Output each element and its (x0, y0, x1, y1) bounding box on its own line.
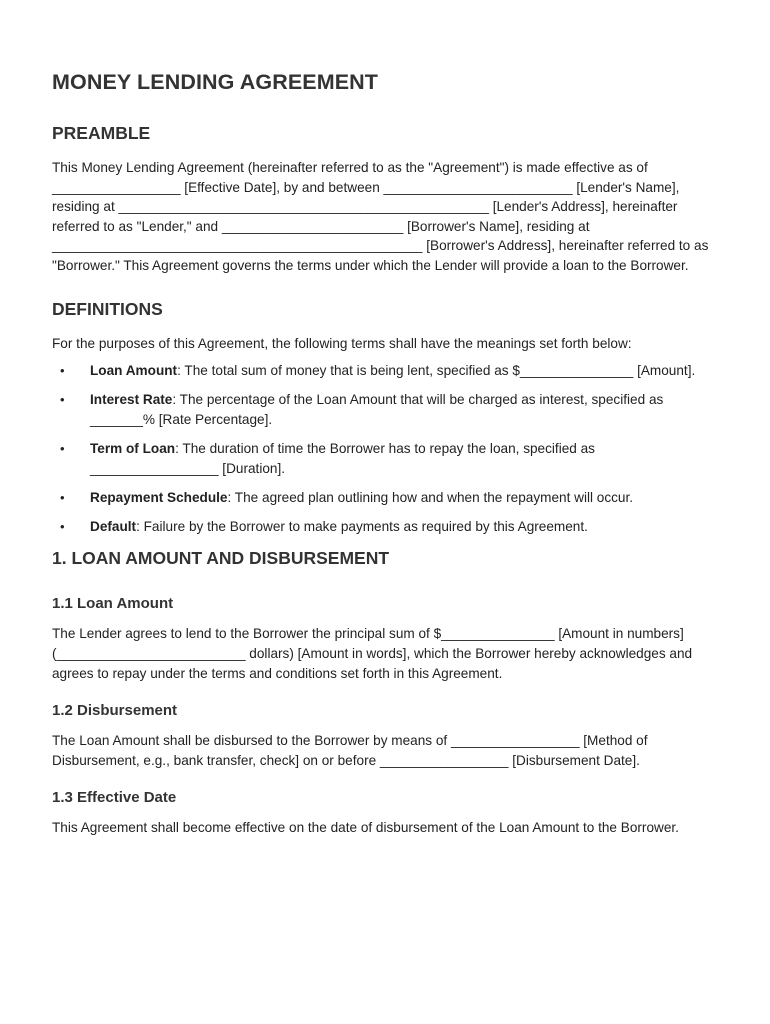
subsection-1-3-paragraph: This Agreement shall become effective on the date of disbursement of the Loan Amount to the Borrower. (52, 820, 679, 836)
definition-text: : Failure by the Borrower to make payments as required by this Agreement. (136, 518, 588, 534)
definition-term: Term of Loan (90, 440, 176, 456)
definition-item-term-of-loan (52, 439, 722, 478)
subsection-1-1-heading: 1.1 Loan Amount (52, 595, 174, 613)
section-1-heading: 1. LOAN AMOUNT AND DISBURSEMENT (52, 548, 390, 569)
definition-text: : The percentage of the Loan Amount that will be charged as interest, specified as _______% [Rate Percentage]. (90, 392, 664, 427)
definition-item-loan-amount (52, 361, 722, 381)
document-page (52, 70, 722, 838)
definition-term: Interest Rate (90, 392, 173, 408)
preamble-heading: PREAMBLE (52, 123, 151, 143)
definition-text: : The total sum of money that is being lent, specified as $_______________ [Amount]. (177, 363, 696, 379)
bullet-icon: • (60, 363, 65, 379)
preamble-paragraph: This Money Lending Agreement (hereinafter referred to as the "Agreement") is made effective as of _________________ [Effective Date], by and between _________________________ [Lender's Name], residing at _________________________________________________ [Lender's Address], hereinafter referred to as "Lender," and ________________________ [Borrower's Name], residing at _________________________________________________ [Borrower's Address], hereinafter referred to as "Borrower." This Agreement governs the terms under which the Lender will provide a loan to the Borrower. (52, 160, 709, 273)
definition-item-default (52, 517, 722, 537)
definition-term: Default (90, 518, 137, 534)
document-title: MONEY LENDING AGREEMENT (52, 70, 379, 94)
subsection-1-1-paragraph: The Lender agrees to lend to the Borrower the principal sum of $_______________ [Amount in numbers] (_________________________ dollars) [Amount in words], which the Borrower hereby acknowledges and agrees to repay under the terms and conditions set forth in this Agreement. (52, 626, 693, 681)
bullet-icon: • (60, 440, 65, 456)
definition-term: Loan Amount (90, 363, 178, 379)
definition-text: : The duration of time the Borrower has to repay the loan, specified as _________________ [Duration]. (90, 440, 595, 476)
definitions-intro: For the purposes of this Agreement, the following terms shall have the meanings set forth below: (52, 335, 632, 351)
definitions-heading: DEFINITIONS (52, 298, 163, 319)
subsection-1-2-paragraph: The Loan Amount shall be disbursed to the Borrower by means of _________________ [Method of Disbursement, e.g., bank transfer, check] on or before _________________ [Disbursement Date]. (52, 733, 648, 768)
definitions-list (52, 361, 722, 536)
bullet-icon: • (60, 489, 65, 505)
subsection-1-3-heading: 1.3 Effective Date (52, 789, 177, 807)
definition-text: : The agreed plan outlining how and when the repayment will occur. (227, 489, 634, 505)
definition-item-interest-rate (52, 390, 722, 429)
bullet-icon: • (60, 518, 65, 534)
bullet-icon: • (60, 392, 65, 408)
definition-term: Repayment Schedule (90, 489, 228, 505)
definition-item-repayment-schedule (52, 488, 722, 508)
subsection-1-2-heading: 1.2 Disbursement (52, 702, 178, 720)
